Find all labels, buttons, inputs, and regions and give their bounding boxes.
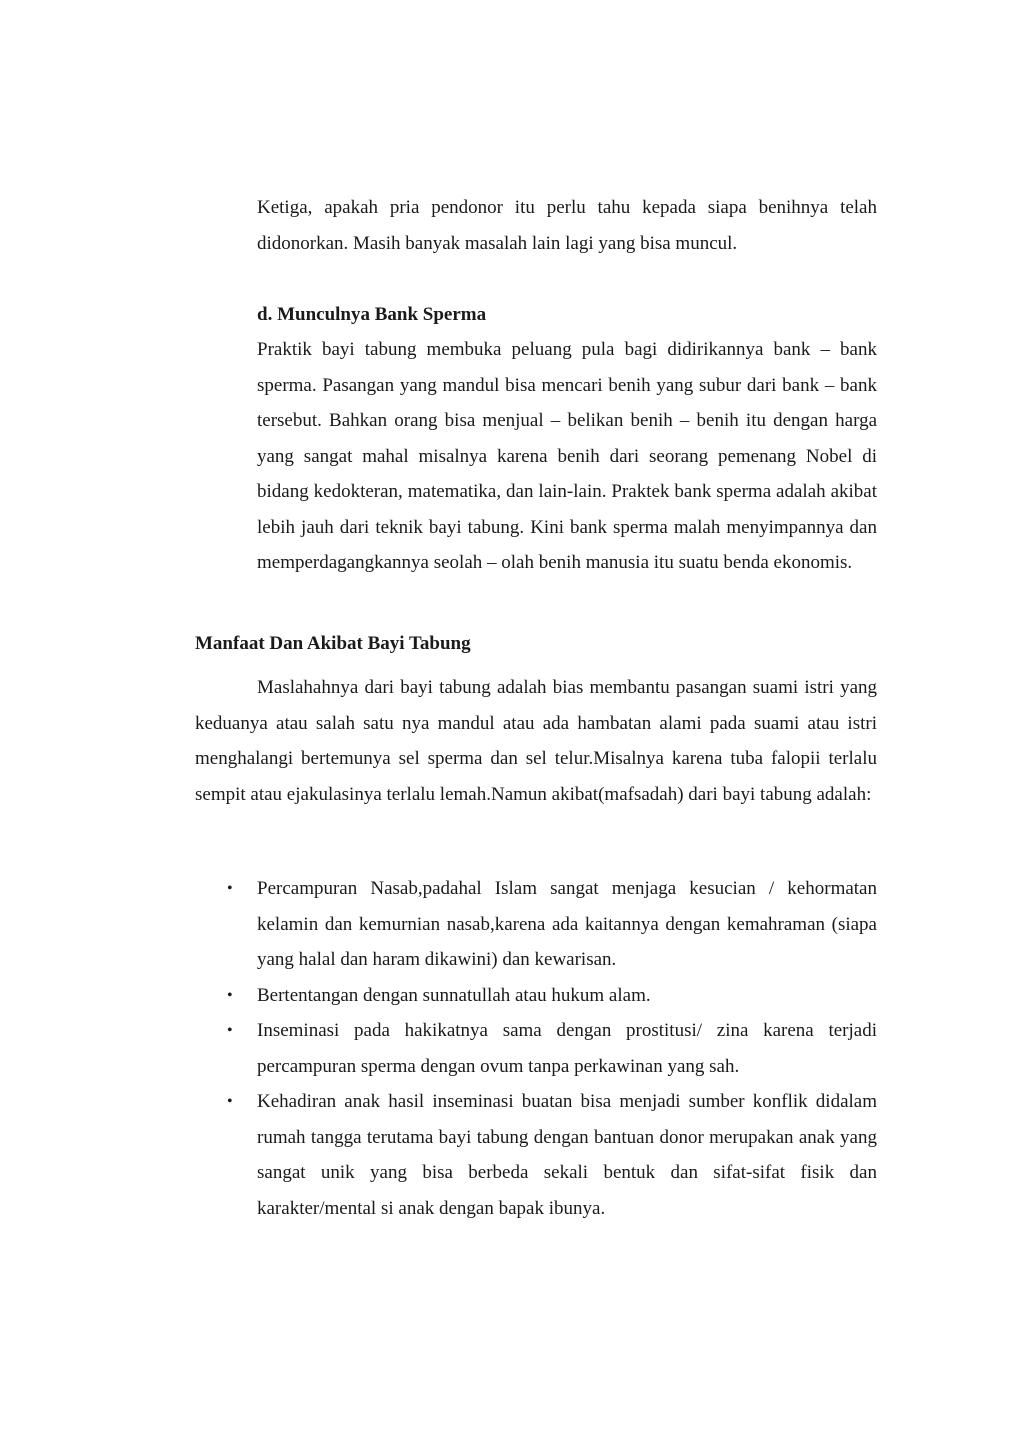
paragraph-manfaat: Maslahahnya dari bayi tabung adalah bias membantu pasangan suami istri yang keduanya atau salah satu nya mandul atau ada hambatan alami pada suami atau istri menghalangi bertemunya sel sperma dan sel telur.Misalnya karena tuba falopii terlalu sempit atau ejakulasinya terlalu lemah.Namun akibat(mafsadah) dari bayi tabung adalah: bbox=[195, 677, 877, 805]
list-item-text: Kehadiran anak hasil inseminasi buatan bisa menjadi sumber konflik didalam rumah tangga terutama bayi tabung dengan bantuan donor merupakan anak yang sangat unik yang bisa berbeda sekali bentuk dan sifat-sifat fisik dan karakter/mental si anak dengan bapak ibunya. bbox=[257, 1091, 877, 1219]
section-heading-bank-sperma: d. Munculnya Bank Sperma bbox=[257, 304, 487, 325]
list-item bbox=[195, 978, 877, 1014]
list-item bbox=[195, 1084, 877, 1226]
list-item-text: Inseminasi pada hakikatnya sama dengan prostitusi/ zina karena terjadi percampuran sperma dengan ovum tanpa perkawinan yang sah. bbox=[257, 1020, 877, 1077]
bullet-icon: • bbox=[227, 1022, 233, 1039]
bullet-icon: • bbox=[227, 986, 233, 1004]
list-item-text: Bertentangan dengan sunnatullah atau hukum alam. bbox=[257, 984, 651, 1006]
bullet-icon: • bbox=[227, 880, 233, 897]
paragraph-bank-sperma: Praktik bayi tabung membuka peluang pula bagi didirikannya bank – bank sperma. Pasangan yang mandul bisa mencari benih yang subur dari bank – bank tersebut. Bahkan orang bisa menjual – belikan benih – benih itu dengan harga yang sangat mahal misalnya karena benih dari seorang pemenang Nobel di bidang kedokteran, matematika, dan lain-lain. Praktek bank sperma adalah akibat lebih jauh dari teknik bayi tabung. Kini bank sperma malah menyimpannya dan memperdagangkannya seolah – olah benih manusia itu suatu benda ekonomis. bbox=[257, 339, 877, 573]
akibat-bullet-list bbox=[195, 871, 877, 1226]
list-item bbox=[195, 1013, 877, 1084]
bullet-icon: • bbox=[227, 1093, 233, 1110]
list-item-text: Percampuran Nasab,padahal Islam sangat menjaga kesucian / kehormatan kelamin dan kemurnian nasab,karena ada kaitannya dengan kemahraman (siapa yang halal dan haram dikawini) dan kewarisan. bbox=[257, 878, 877, 970]
list-item bbox=[195, 871, 877, 978]
paragraph-ketiga: Ketiga, apakah pria pendonor itu perlu tahu kepada siapa benihnya telah didonorkan. Masih banyak masalah lain lagi yang bisa muncul. bbox=[257, 197, 877, 254]
section-heading-manfaat: Manfaat Dan Akibat Bayi Tabung bbox=[195, 633, 471, 654]
